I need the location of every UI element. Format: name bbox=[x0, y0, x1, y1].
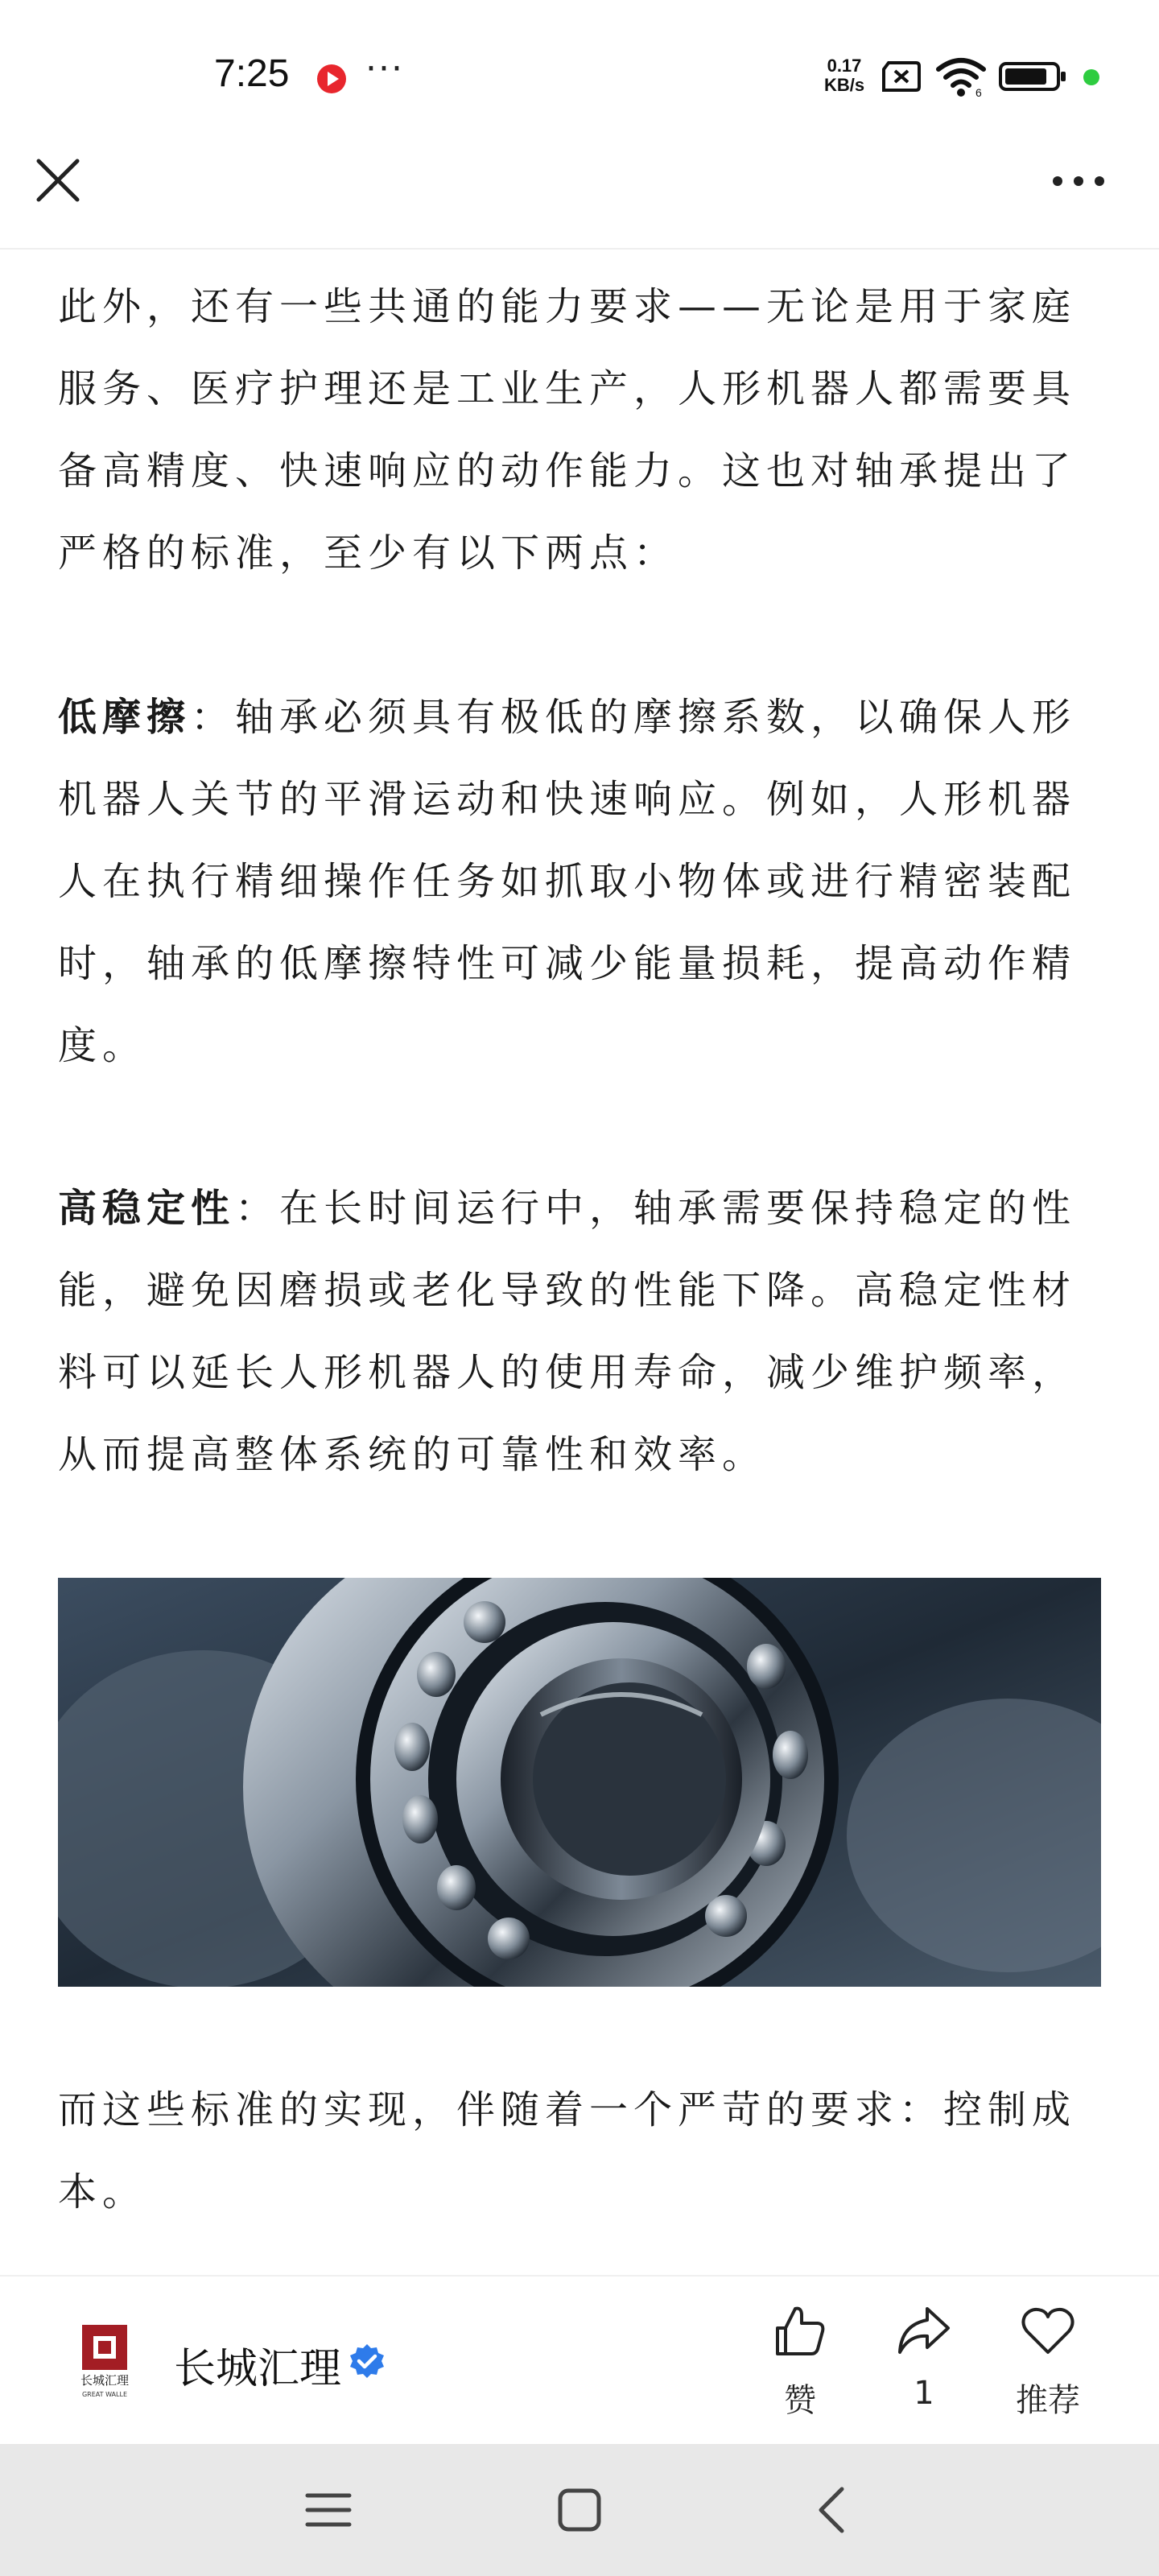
more-horizontal-icon[interactable] bbox=[1046, 161, 1111, 201]
status-bar bbox=[0, 0, 1159, 129]
battery-icon bbox=[998, 60, 1067, 93]
net-speed-unit: KB/s bbox=[823, 75, 865, 95]
close-icon[interactable] bbox=[32, 155, 84, 206]
high-stability-title: 高稳定性 bbox=[58, 1186, 236, 1231]
wifi-icon bbox=[935, 56, 987, 98]
like-button[interactable] bbox=[744, 2302, 856, 2421]
share-count: 1 bbox=[914, 2375, 934, 2412]
share-icon bbox=[895, 2302, 953, 2360]
author-logo-text: 长城汇理 bbox=[80, 2373, 130, 2388]
top-bar bbox=[0, 129, 1159, 250]
sim-off-icon bbox=[881, 60, 922, 93]
author-name[interactable]: 长城汇理 bbox=[174, 2345, 342, 2393]
status-time: 7:25 bbox=[214, 52, 290, 95]
low-friction-title: 低摩擦 bbox=[58, 695, 192, 740]
net-speed bbox=[816, 56, 872, 95]
bottom-action-bar bbox=[0, 2275, 1159, 2444]
thumbs-up-icon bbox=[771, 2302, 829, 2360]
menu-icon[interactable] bbox=[303, 2486, 354, 2534]
status-dot-icon bbox=[1083, 69, 1099, 85]
back-icon[interactable] bbox=[808, 2483, 856, 2537]
recommend-button[interactable] bbox=[992, 2302, 1104, 2421]
paragraph-intro: 此外，还有一些共通的能力要求——无论是用于家庭服务、医疗护理还是工业生产，人形机器人都需要具备高精度、快速响应的动作能力。这也对轴承提出了严格的标准，至少有以下两点： bbox=[58, 284, 1077, 576]
recommend-label: 推荐 bbox=[1016, 2382, 1080, 2419]
paragraph-high-stability bbox=[58, 1167, 1101, 1496]
net-speed-value: 0.17 bbox=[827, 56, 862, 76]
paragraph-low-friction bbox=[58, 676, 1101, 1087]
author-logo[interactable] bbox=[72, 2320, 137, 2401]
bearing-image[interactable] bbox=[58, 1578, 1101, 1987]
system-nav-bar bbox=[0, 2444, 1159, 2576]
author-logo-subtext: GREAT WALLE bbox=[81, 2391, 128, 2398]
heart-icon bbox=[1019, 2302, 1077, 2360]
video-app-icon bbox=[316, 63, 348, 95]
verified-badge-icon bbox=[348, 2343, 386, 2381]
home-icon[interactable] bbox=[554, 2484, 605, 2536]
bearing-photo bbox=[58, 1578, 1101, 1987]
svg-text:6: 6 bbox=[975, 86, 982, 98]
like-label: 赞 bbox=[784, 2382, 816, 2419]
low-friction-body: ：轴承必须具有极低的摩擦系数，以确保人形机器人关节的平滑运动和快速响应。例如，人形机器人在执行精细操作任务如抓取小物体或进行精密装配时，轴承的低摩擦特性可减少能量损耗，提高动作精度。 bbox=[58, 695, 1077, 1068]
high-stability-body: ：在长时间运行中，轴承需要保持稳定的性能，避免因磨损或老化导致的性能下降。高稳定性材料可以延长人形机器人的使用寿命，减少维护频率，从而提高整体系统的可靠性和效率。 bbox=[58, 1186, 1077, 1477]
share-button[interactable] bbox=[868, 2302, 980, 2412]
status-more-icon: ··· bbox=[365, 48, 404, 89]
paragraph-cost: 而这些标准的实现，伴随着一个严苛的要求：控制成本。 bbox=[58, 2087, 1077, 2215]
